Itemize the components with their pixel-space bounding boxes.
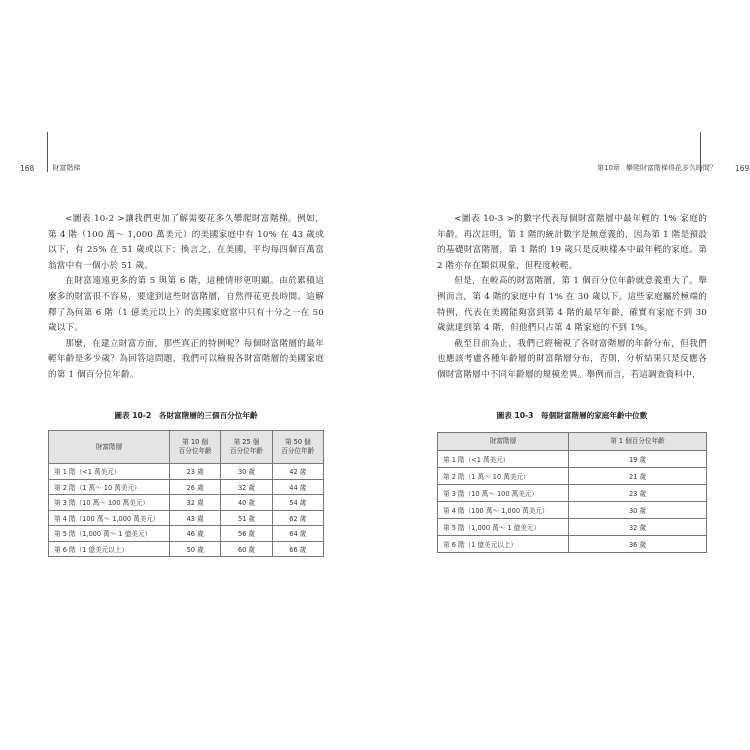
right-page xyxy=(375,0,750,750)
cell-value: 46 歲 xyxy=(170,526,221,542)
cell-value: 50 歲 xyxy=(170,541,221,557)
right-running-head xyxy=(597,163,749,173)
row-label: 第 1 階（<1 萬美元） xyxy=(49,464,170,480)
cell-value: 60 歲 xyxy=(221,541,272,557)
cell-value: 23 歲 xyxy=(170,464,221,480)
header-p1: 第 1 個百分位年齡 xyxy=(569,433,707,451)
row-label: 第 2 階（1 萬～ 10 萬美元） xyxy=(438,468,569,485)
right-body-text xyxy=(437,212,707,384)
cell-value: 42 歲 xyxy=(272,464,323,480)
cell-value: 54 歲 xyxy=(272,495,323,511)
right-running-title: 攀爬財富階梯得花多久時間？ xyxy=(625,164,717,172)
right-table-title: 圖表 10-3 每個財富階層的家庭年齡中位數 xyxy=(496,411,648,420)
row-label: 第 3 階（10 萬～ 100 萬美元） xyxy=(438,485,569,502)
left-body-text xyxy=(48,212,324,384)
table-row xyxy=(438,451,707,468)
table-row xyxy=(438,536,707,553)
percentile-age-table xyxy=(48,430,324,557)
cell-value: 51 歲 xyxy=(221,510,272,526)
right-page-number: 169 xyxy=(734,163,750,173)
cell-value: 30 歲 xyxy=(221,464,272,480)
cell-value: 43 歲 xyxy=(170,510,221,526)
first-percentile-age-table xyxy=(437,432,707,553)
header-p10: 第 10 個 百分位年齡 xyxy=(170,431,221,464)
table-row xyxy=(49,495,324,511)
cell-value: 66 歲 xyxy=(272,541,323,557)
table-row xyxy=(49,526,324,542)
table-header-row xyxy=(49,431,324,464)
left-paragraph-1: <圖表 10-2 >讓我們更加了解需要花多久攀爬財富階梯。例如，第 4 階（100 萬～ 1,000 萬美元）的美國家庭中有 10% 在 43 歲或以下，有 25% 在 51 歲或以下；換言之，在美國，平均每四個百萬富翁當中有一個小於 51 歲。 xyxy=(48,214,324,271)
header-p25: 第 25 個 百分位年齡 xyxy=(221,431,272,464)
right-paragraph-3: 截至目前為止，我們已經檢視了各財富階層的年齡分布，但我們也應該考慮各種年齡層的財富階層分布，否則，分析結果只是反應各個財富階層中不同年齡層的規模差異。舉例而言，若這調查資料中， xyxy=(437,338,707,380)
table-row xyxy=(438,519,707,536)
left-paragraph-3: 那麼，在建立財富方面，那些真正的特例呢？每個財富階層的最年輕年齡是多少歲？為回答這問題，我們可以檢視各財富階層的美國家庭的第 1 個百分位年齡。 xyxy=(48,338,324,380)
header-wealth-tier: 財富階層 xyxy=(49,431,170,464)
cell-value: 32 歲 xyxy=(221,479,272,495)
cell-value: 30 歲 xyxy=(569,502,707,519)
cell-value: 23 歲 xyxy=(569,485,707,502)
row-label: 第 6 階（1 億美元以上） xyxy=(49,541,170,557)
header-wealth-tier: 財富階層 xyxy=(438,433,569,451)
left-page-number: 168 xyxy=(20,163,35,173)
left-paragraph-2: 在財富遠遠更多的第 5 與第 6 階，這種情形更明顯。由於累積這麼多的財富很不容易，要達到這些財富階層，自然得花更長時間。這解釋了為何第 6 階（1 億美元以上）的美國家庭當中只有十分之一在 50 歲以下。 xyxy=(48,276,324,334)
row-label: 第 1 階（<1 萬美元） xyxy=(438,451,569,468)
cell-value: 62 歲 xyxy=(272,510,323,526)
cell-value: 26 歲 xyxy=(170,479,221,495)
table-header-row xyxy=(438,433,707,451)
row-label: 第 4 階（100 萬～ 1,000 萬美元） xyxy=(438,502,569,519)
table-row xyxy=(438,468,707,485)
right-paragraph-1: <圖表 10-3 >的數字代表每個財富階層中最年輕的 1% 家庭的年齡。再次註明，第 1 階的統計數字是無意義的，因為第 1 階是預設的基礎財富階層，第 1 階的 19 歲只是反映樣本中最年輕的家庭。第 2 階亦存在類似現象，但程度較輕。 xyxy=(437,214,707,271)
cell-value: 56 歲 xyxy=(221,526,272,542)
table-row xyxy=(438,502,707,519)
row-label: 第 2 階（1 萬～ 10 萬美元） xyxy=(49,479,170,495)
table-row xyxy=(49,510,324,526)
left-running-title: 財富階梯 xyxy=(52,164,81,172)
cell-value: 19 歲 xyxy=(569,451,707,468)
left-running-head xyxy=(20,163,80,173)
cell-value: 44 歲 xyxy=(272,479,323,495)
row-label: 第 3 階（10 萬～ 100 萬美元） xyxy=(49,495,170,511)
table-row xyxy=(438,485,707,502)
cell-value: 64 歲 xyxy=(272,526,323,542)
table-row xyxy=(49,541,324,557)
cell-value: 36 歲 xyxy=(569,536,707,553)
cell-value: 21 歲 xyxy=(569,468,707,485)
left-table-title: 圖表 10-2 各財富階層的三個百分位年齡 xyxy=(114,411,258,420)
cell-value: 32 歲 xyxy=(170,495,221,511)
right-paragraph-2: 但是，在較高的財富階層，第 1 個百分位年齡就意義重大了。舉例而言，第 4 階的家庭中有 1% 在 30 歲以下，這些家庭屬於極端的特例，代表在美國能夠富到第 4 階的最早年齡，確實有家庭不到 30 歲就達到第 4 階，但他們只占第 4 階家庭的不到 1%。 xyxy=(437,276,707,334)
table-row xyxy=(49,479,324,495)
row-label: 第 5 階（1,000 萬～ 1 億美元） xyxy=(49,526,170,542)
header-p50: 第 50 個 百分位年齡 xyxy=(272,431,323,464)
cell-value: 32 歲 xyxy=(569,519,707,536)
cell-value: 40 歲 xyxy=(221,495,272,511)
right-chapter-label: 第10章 xyxy=(597,164,620,172)
row-label: 第 5 階（1,000 萬～ 1 億美元） xyxy=(438,519,569,536)
row-label: 第 6 階（1 億美元以上） xyxy=(438,536,569,553)
table-row xyxy=(49,464,324,480)
row-label: 第 4 階（100 萬～ 1,000 萬美元） xyxy=(49,510,170,526)
